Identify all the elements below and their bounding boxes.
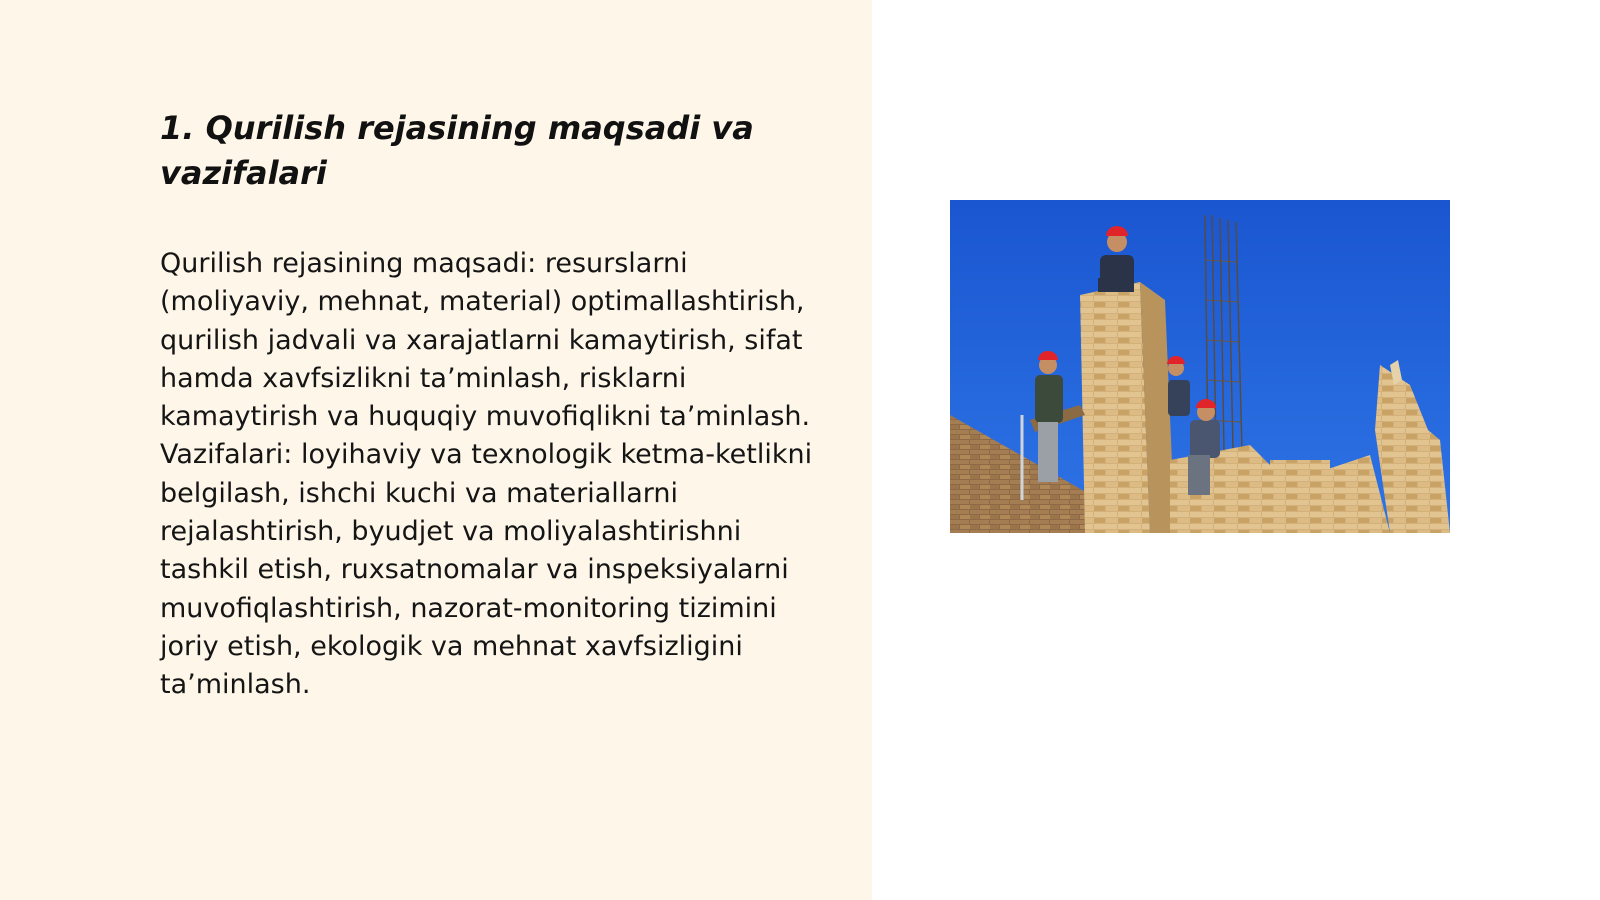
construction-workers-photo <box>950 200 1450 533</box>
slide-body: Qurilish rejasining maqsadi: resurslarni (moliyaviy, mehnat, material) optimallashtirish, qurilish jadvali va xarajatlarni kamaytirish, sifat hamda xavfsizlikni ta’minlash, risklarni kamaytirish va huquqiy muvofiqlikni ta’minlash. Vazifalari: loyihaviy va texnologik ketma-ketlikni belgilash, ishchi kuchi va materiallarni rejalashtirish, byudjet va moliyalashtirishni tashkil etish, ruxsatnomalar va inspeksiyalarni muvofiqlashtirish, nazorat-monitoring tizimini joriy etish, ekologik va mehnat xavfsizligini ta’minlash. <box>160 248 813 701</box>
slide-title: 1. Qurilish rejasining maqsadi va vazifalari <box>160 109 754 192</box>
